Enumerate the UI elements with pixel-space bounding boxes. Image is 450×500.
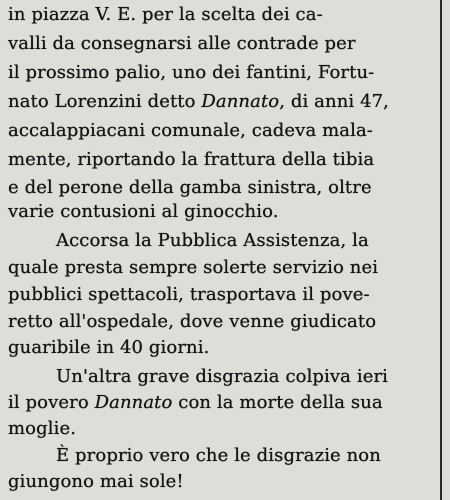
text-line-content: il prossimo palio, uno dei fantini, Fortu- [8, 62, 375, 83]
text-line-content: e del perone della gamba sinistra, oltre [8, 177, 372, 198]
text-line [8, 390, 433, 416]
text-line-content: mente, riportando la frattura della tibia [8, 149, 375, 170]
text-line-content: con la morte della sua [178, 392, 383, 413]
text-line-content: giungono mai sole! [8, 471, 184, 492]
column-divider [440, 0, 442, 500]
text-line-content: in piazza V. E. per la scelta dei ca- [8, 4, 323, 25]
text-line [8, 175, 433, 201]
text-line [8, 309, 433, 335]
text-line-content: nato Lorenzini detto [8, 91, 196, 112]
text-line-content: È proprio vero che le disgrazie non [56, 445, 381, 466]
text-line-content: retto all'ospedale, dove venne giudicato [8, 311, 377, 332]
text-line-content: Accorsa la Pubblica Assistenza, la [56, 230, 369, 251]
text-line [8, 443, 433, 469]
text-line-content: moglie. [8, 418, 77, 439]
text-line-content: , di anni 47, [279, 91, 390, 112]
text-line [8, 255, 433, 281]
nickname-italic: Dannato [94, 392, 173, 413]
text-line [8, 416, 433, 442]
text-line [8, 364, 433, 390]
text-line-content: guaribile in 40 giorni. [8, 337, 210, 358]
text-line-content: valli da consegnarsi alle contrade per [8, 33, 356, 54]
text-line-content: varie contusioni al ginocchio. [8, 201, 279, 222]
text-line [8, 228, 433, 254]
text-line [8, 335, 433, 361]
text-line-content: accalappiacani comunale, cadeva mala- [8, 120, 373, 141]
text-line [8, 2, 433, 28]
text-line [8, 118, 433, 144]
text-line [8, 60, 433, 86]
text-line-content: quale presta sempre solerte servizio nei [8, 257, 379, 278]
text-line [8, 282, 433, 308]
text-line [8, 147, 433, 173]
nickname-italic: Dannato [201, 91, 280, 112]
text-line [8, 199, 433, 225]
text-line [8, 31, 433, 57]
text-line-content: il povero [8, 392, 89, 413]
text-line [8, 89, 433, 115]
text-line-content: Un'altra grave disgrazia colpiva ieri [56, 366, 389, 387]
text-line [8, 469, 433, 495]
text-line-content: pubblici spettacoli, trasportava il pove- [8, 284, 370, 305]
